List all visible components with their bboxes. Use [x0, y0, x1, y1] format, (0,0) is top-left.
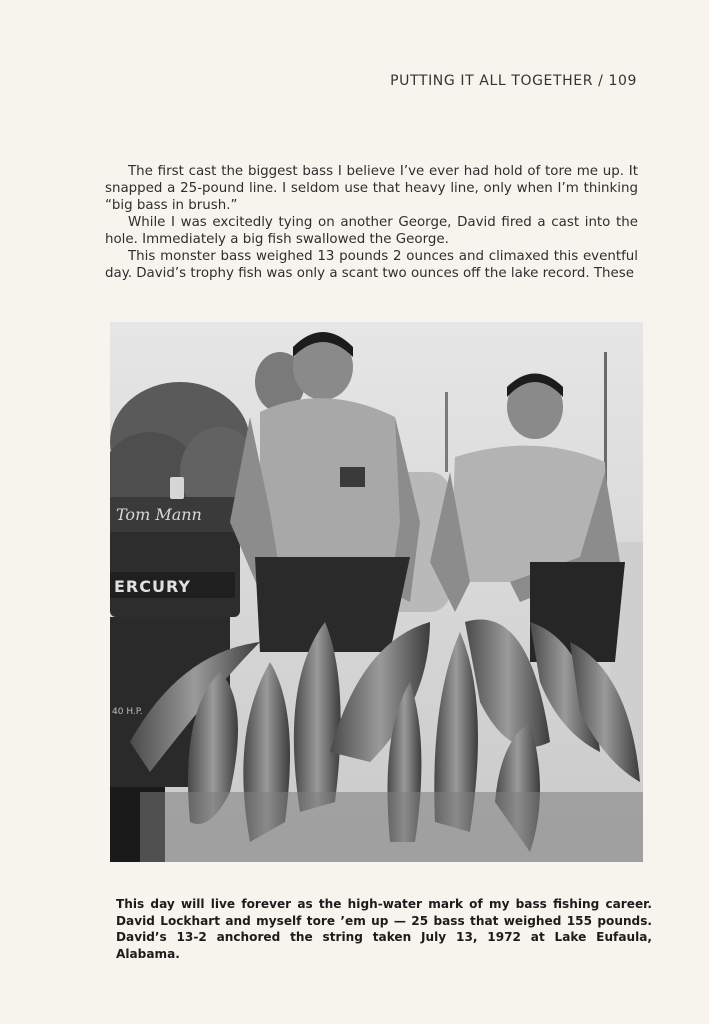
photo-caption: This day will live forever as the high-water mark of my bass fishing career. David Lockhart and myself tore ’em up — 25 bass that weighed 155 pounds. David’s 13-2 anchored the string taken July 13, 1972 at Lake Eufaula, Alabama.	[116, 897, 652, 961]
body-text	[105, 163, 638, 282]
motor-brand: Tom Mann	[116, 505, 202, 524]
motor-label: ERCURY	[114, 577, 192, 596]
paragraph-3: This monster bass weighed 13 pounds 2 ounces and climaxed this eventful day. David’s trophy fish was only a scant two ounces off the lake record. These	[105, 249, 638, 281]
running-head: PUTTING IT ALL TOGETHER / 109	[390, 73, 637, 89]
paragraph-2: While I was excitedly tying on another George, David fired a cast into the hole. Immediately a big fish swallowed the George.	[105, 215, 638, 247]
paragraph-1: The first cast the biggest bass I believe I’ve ever had hold of tore me up. It snapped a 25-pound line. I seldom use that heavy line, only when I’m thinking “big bass in brush.”	[105, 164, 638, 213]
boat-deck	[140, 792, 643, 862]
fishing-photo	[110, 322, 643, 862]
motor-hp: 40 H.P.	[112, 707, 143, 717]
photo-illustration	[110, 322, 643, 862]
